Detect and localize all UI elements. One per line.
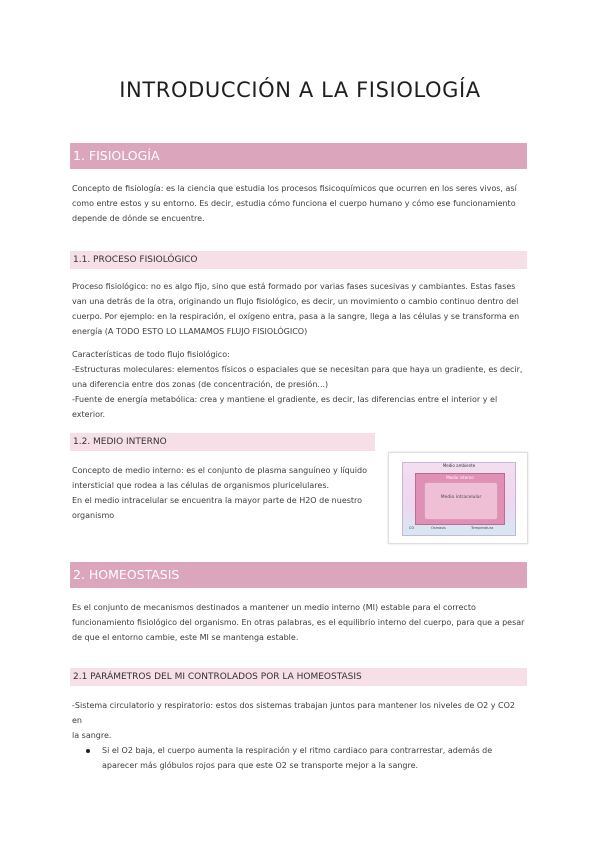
text-line: energía (A TODO ESTO LO LLAMAMOS FLUJO FISIOLÓGICO) <box>72 327 308 336</box>
medio-intracelular-label: Medio intracelular <box>440 495 482 500</box>
text-line: intersticial que rodea a las células de organismos pluricelulares. <box>72 481 330 490</box>
text-line: van una detrás de la otra, originando un flujo fisiológico, es decir, un movimiento o cambio continuo dentro del <box>72 297 519 306</box>
text-line: Concepto de medio interno: es el conjunto de plasma sanguíneo y líquido <box>72 466 368 475</box>
text-line: -Fuente de energía metabólica: crea y mantiene el gradiente, es decir, las diferencias entre el interior y el exterior. <box>72 395 498 419</box>
paragraph-fisiologia <box>72 181 527 226</box>
text-line: Características de todo flujo fisiológico: <box>72 350 230 359</box>
text-line: cuerpo. Por ejemplo: en la respiración, el oxígeno entra, pasa a la sangre, llega a las células y se transforma en <box>72 312 520 321</box>
diagram-label-co: CO <box>409 526 415 530</box>
diagram-label-osmosis: Osmosis <box>431 526 446 530</box>
text-line: aparecer más glóbulos rojos para que este O2 se transporte mejor a la sangre. <box>102 761 419 770</box>
text-line: funcionamiento fisiológico del organismo. En otras palabras, es el equilibrio interno del cuerpo, para que a pesar <box>72 618 525 627</box>
bullet-list <box>72 743 527 773</box>
section-heading-medio-interno: 1.2. MEDIO INTERNO <box>70 433 375 451</box>
text-line: una diferencia entre dos zonas (de concentración, de presión...) <box>72 380 329 389</box>
text-line: Si el O2 baja, el cuerpo aumenta la respiración y el ritmo cardiaco para contrarrestar, además de <box>102 746 493 755</box>
paragraph-proceso-fisiologico <box>72 279 527 339</box>
paragraph-homeostasis <box>72 600 527 645</box>
text-line: Proceso fisiológico: no es algo fijo, sino que está formado por varias fases sucesivas y cambiantes. Estas fases <box>72 282 516 291</box>
section-heading-proceso-fisiologico: 1.1. PROCESO FISIOLÓGICO <box>70 251 527 269</box>
diagram-label-temperatura: Temperatura <box>471 526 494 530</box>
paragraph-caracteristicas-flujo <box>72 347 527 422</box>
medio-intracelular-box <box>424 482 498 520</box>
page-title: INTRODUCCIÓN A LA FISIOLOGÍA <box>119 78 481 102</box>
text-line: Es el conjunto de mecanismos destinados a mantener un medio interno (MI) estable para el correcto <box>72 603 476 612</box>
paragraph-medio-interno <box>72 463 382 523</box>
medio-interno-diagram <box>388 452 528 544</box>
paragraph-parametros-mi <box>72 698 527 773</box>
text-line: En el medio intracelular se encuentra la mayor parte de H2O de nuestro <box>72 496 363 505</box>
medio-ambiente-box <box>402 462 516 536</box>
text-line: como entre estos y su entorno. Es decir, estudia cómo funciona el cuerpo humano y cómo ese funcionamiento <box>72 199 516 208</box>
section-heading-homeostasis: 2. HOMEOSTASIS <box>70 562 527 588</box>
text-line: de que el entorno cambie, este MI se mantenga estable. <box>72 633 299 642</box>
text-line: -Sistema circulatorio y respiratorio: estos dos sistemas trabajan juntos para mantener los niveles de O2 y CO2 en <box>72 701 516 725</box>
medio-interno-label: Medio interno <box>446 475 474 480</box>
diagram-bottom-labels <box>409 526 509 534</box>
medio-interno-box <box>415 473 505 525</box>
medio-ambiente-label: Medio ambiente <box>442 463 476 468</box>
section-heading-fisiologia: 1. FISIOLOGÍA <box>70 143 527 169</box>
text-line: la sangre. <box>72 731 112 740</box>
text-line: organismo <box>72 511 115 520</box>
list-item <box>94 743 527 773</box>
text-line: Concepto de fisiología: es la ciencia que estudia los procesos fisicoquímicos que ocurren en los seres vivos, así <box>72 184 517 193</box>
text-line: depende de dónde se encuentre. <box>72 214 205 223</box>
text-line: -Estructuras moleculares: elementos físicos o espaciales que se necesitan para que haya un gradiente, es decir, <box>72 365 523 374</box>
section-heading-parametros-mi: 2.1 PARÁMETROS DEL MI CONTROLADOS POR LA HOMEOSTASIS <box>70 668 527 686</box>
